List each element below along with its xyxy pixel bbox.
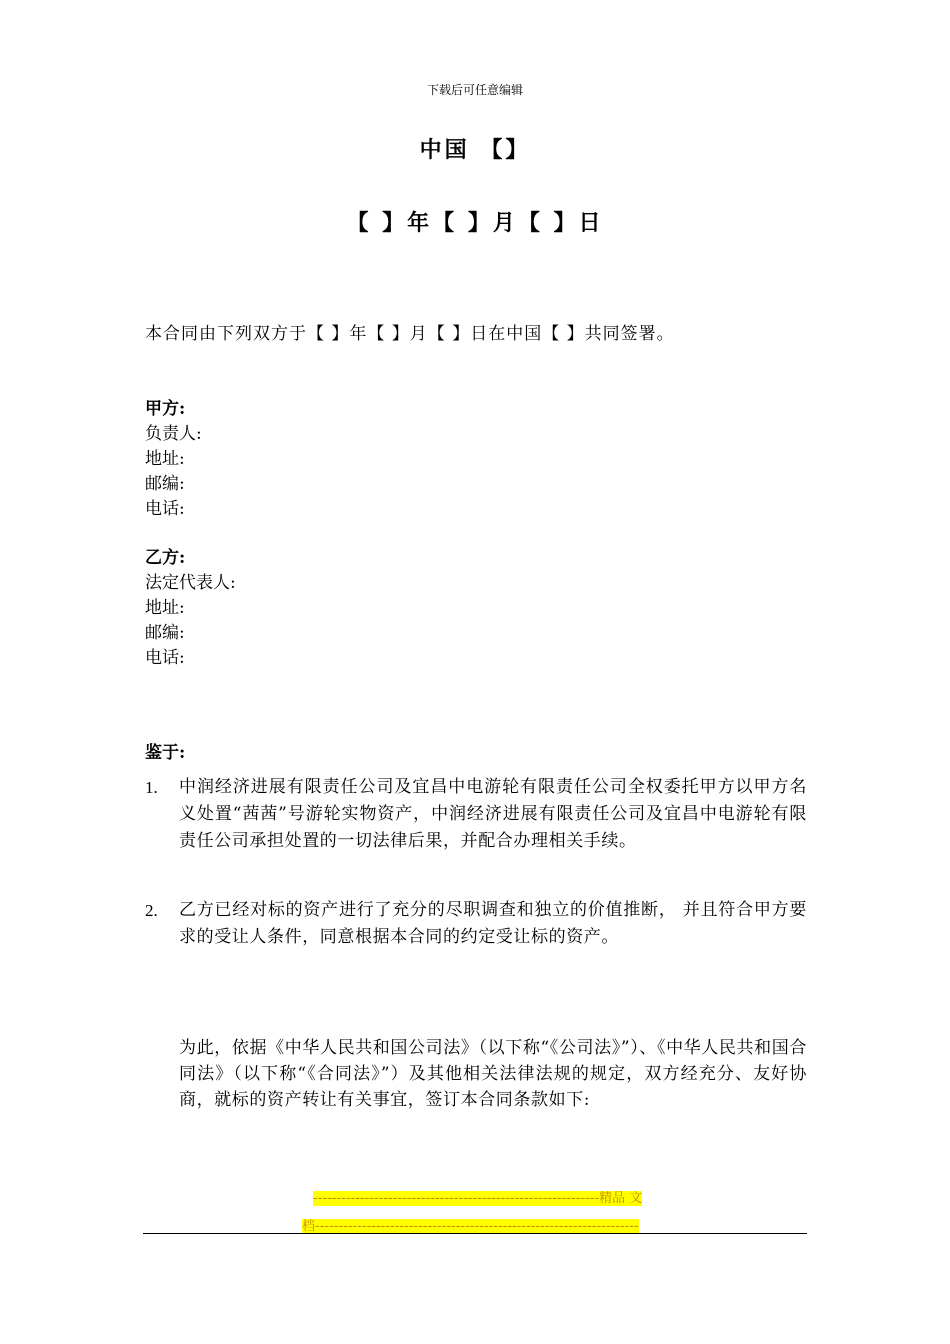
party-a-block: [145, 397, 202, 522]
party-b-block: [145, 546, 236, 671]
footer-highlight-text: 档---------------------------------------------------------------------: [302, 1219, 639, 1234]
party-b-field: 邮编:: [145, 623, 185, 643]
footer-divider: [143, 1233, 807, 1234]
whereas-title: 鉴于:: [145, 743, 186, 763]
party-a-field: 电话:: [145, 499, 185, 519]
party-b-field: 地址:: [145, 598, 185, 618]
footer-highlight-text: -------------------------------------------------------------精品 文: [313, 1191, 643, 1206]
party-b-label: 乙方:: [145, 548, 186, 568]
party-b-field: 电话:: [145, 648, 185, 668]
item-number: 1.: [145, 778, 158, 797]
party-a-label: 甲方:: [145, 399, 186, 419]
footer-watermark-line-1: [313, 1187, 642, 1207]
item-number: 2.: [145, 901, 158, 920]
document-title: 中国 【】: [419, 137, 531, 163]
party-a-field: 负责人:: [145, 424, 202, 444]
party-a-field: 邮编:: [145, 474, 185, 494]
intro-paragraph: 本合同由下列双方于【 】年【 】月【 】日在中国【 】共同签署。: [145, 324, 675, 344]
item-text: 乙方已经对标的资产进行了充分的尽职调查和独立的价值推断， 并且符合甲方要求的受让人条件，同意根据本合同的约定受让标的资产。: [179, 900, 807, 947]
closing-paragraph: 为此，依据《中华人民共和国公司法》（以下称“《公司法》”）、《中华人民共和国合同法》（以下称“《合同法》”）及其他相关法律法规的规定，双方经充分、友好协商，就标的资产转让有关事宜，签订本合同条款如下:: [179, 1038, 807, 1110]
header-note: 下载后可任意编辑: [426, 83, 523, 97]
whereas-item: [145, 897, 807, 951]
party-a-field: 地址:: [145, 449, 185, 469]
footer-watermark-line-2: [302, 1215, 639, 1235]
party-b-field: 法定代表人:: [145, 573, 236, 593]
item-text: 中润经济进展有限责任公司及宜昌中电游轮有限责任公司全权委托甲方以甲方名义处置“茜茜”号游轮实物资产，中润经济进展有限责任公司及宜昌中电游轮有限责任公司承担处置的一切法律后果，并配合办理相关手续。: [179, 777, 807, 851]
date-line: 【 】年【 】月【 】日: [346, 210, 604, 236]
whereas-item: [145, 774, 807, 855]
